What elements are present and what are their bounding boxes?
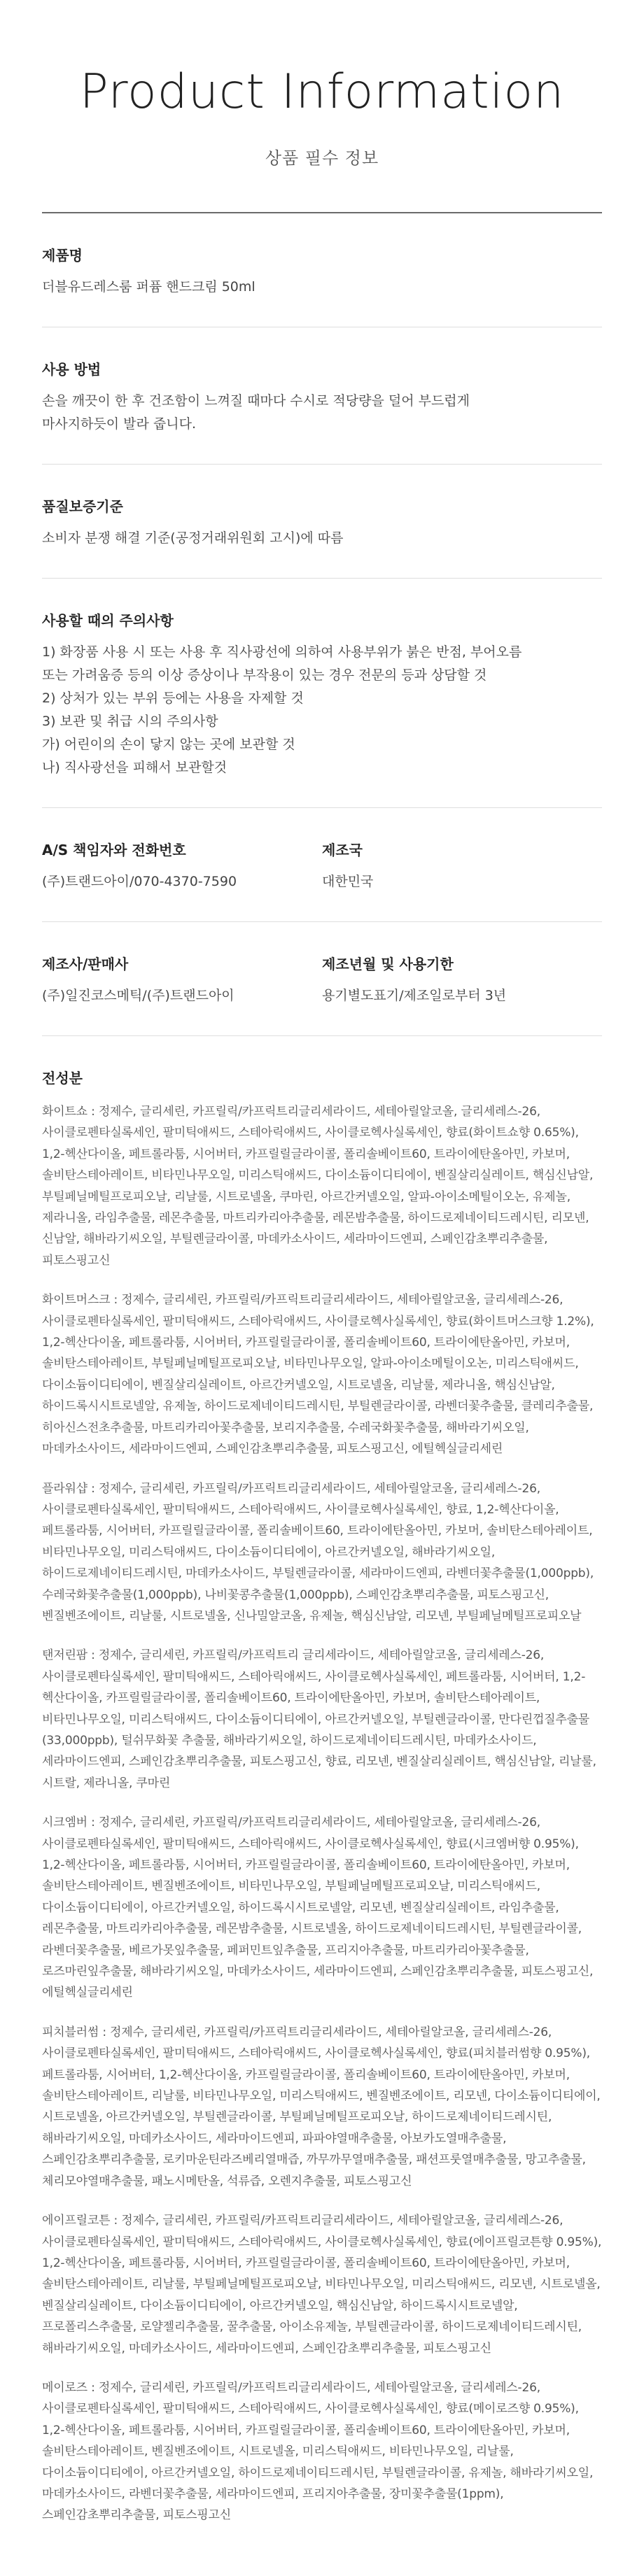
- maker-column: [42, 953, 322, 1007]
- origin-column: [322, 839, 602, 893]
- section-maker-expiry: [42, 922, 602, 1036]
- usage-value: 손을 깨끗이 한 후 건조함이 느껴질 때마다 수시로 적당량을 덜어 부드럽게 마사지하듯이 발라 줍니다.: [42, 393, 470, 432]
- ingredient-paragraph: 메이로즈 : 정제수, 글리세린, 카프릴릭/카프릭트리글리세라이드, 세테아릴알코올, 글리세레스-26, 사이클로펜타실록세인, 팔미틱애씨드, 스테아릭애씨드, 사이클로헥사실록세인, 향료(메이로즈향 0.95%), 1,2-헥산다이올, 페트롤라툼, 시어버터, 카프릴릴글라이콜, 폴리솔베이트60, 트라이에탄올아민, 카보머, 솔비탄스테아레이트, 벤질벤조에이트, 시트로넬올, 미리스틱애씨드, 비타민나무오일, 리날룰, 다이소듐이디티에이, 아르간커넬오일, 하이드로제네이티드레시틴, 부틸렌글라이콜, 유제놀, 해바라기씨오일, 마데카소사이드, 라벤더꽃추출물, 세라마이드엔피, 프리지아추출물, 장미꽃추출물(1ppm), 스페인감초뿌리추출물, 피토스핑고신: [42, 2380, 594, 2523]
- maker-value: (주)일진코스메틱/(주)트랜드아이: [42, 988, 234, 1003]
- quality-label: 품질보증기준: [42, 498, 123, 515]
- ingredient-paragraph: 탠저린팜 : 정제수, 글리세린, 카프릴릭/카프릭트리 글리세라이드, 세테아릴알코올, 글리세레스-26, 사이클로펜타실록세인, 팔미틱애씨드, 스테아릭애씨드, 사이클로헥사실록세인, 페트롤라툼, 시어버터, 1,2-헥산다이올, 카프릴릴글라이콜, 폴리솔베이트60, 트라이에탄올아민, 카보머, 솔비탄스테아레이트, 비타민나무오일, 미리스틱애씨드, 다이소듐이디티에이, 아르간커넬오일, 부틸렌글라이콜, 만다린껍질추출물(33,000ppb), 털쉬무화꽃 추출물, 해바라기씨오일, 하이드로제네이티드레시틴, 마데카소사이드, 세라마이드엔피, 스페인감초뿌리추출물, 피토스핑고신, 향료, 리모넨, 벤질살리실레이트, 핵심신남알, 리날룰, 시트랄, 제라니올, 쿠마린: [42, 1648, 596, 1790]
- section-quality: [42, 465, 602, 579]
- ingredient-paragraph: 플라워샵 : 정제수, 글리세린, 카프릴릭/카프릭트리글리세라이드, 세테아릴알코올, 글리세레스-26, 사이클로펜타실록세인, 팔미틱애씨드, 스테아릭애씨드, 사이클로헥사실록세인, 향료, 1,2-헥산다이올, 페트롤라툼, 시어버터, 카프릴릴글라이콜, 폴리솔베이트60, 트라이에탄올아민, 카보머, 솔비탄스테아레이트, 비타민나무오일, 미리스틱애씨드, 다이소듐이디티에이, 아르간커넬오일, 해바라기씨오일, 하이드로제네이티드레시틴, 마데카소사이드, 부틸렌글라이콜, 세라마이드엔피, 라벤더꽃추출물(1,000ppb), 수레국화꽃추출물(1,000ppb), 나비꽃콩추출물(1,000ppb), 스페인감초뿌리추출물, 피토스핑고신, 벤질벤조에이트, 리날룰, 시트로넬올, 신나밀알코올, 유제놀, 핵심신남알, 리모넨, 부틸페닐메틸프로피오날: [42, 1481, 594, 1623]
- maker-label: 제조사/판매사: [42, 956, 129, 972]
- section-as-origin: [42, 808, 602, 922]
- expiry-column: [322, 953, 602, 1007]
- ingredient-paragraph: 화이트쇼 : 정제수, 글리세린, 카프릴릭/카프릭트리글리세라이드, 세테아릴알코올, 글리세레스-26, 사이클로펜타실록세인, 팔미틱애씨드, 스테아릭애씨드, 사이클로헥사실록세인, 향료(화이트쇼향 0.65%), 1,2-헥산다이올, 페트롤라툼, 시어버터, 카프릴릴글라이콜, 폴리솔베이트60, 트라이에탄올아민, 카보머, 솔비탄스테아레이트, 비타민나무오일, 미리스틱애씨드, 다이소듐이디티에이, 벤질살리실레이트, 핵심신남알, 부틸페닐메틸프로피오날, 리날룰, 시트로넬올, 쿠마린, 아르간커넬오일, 알파-아이소메틸이오논, 유제놀, 제라니올, 라임추출물, 레몬추출물, 마트리카리아추출물, 레몬밤추출물, 하이드로제네이티드레시틴, 리모넨, 신남알, 해바라기씨오일, 부틸렌글라이콜, 마데카소사이드, 세라마이드엔피, 스페인감초뿌리추출물, 피토스핑고신: [42, 1105, 594, 1268]
- page-title: Product Information: [79, 64, 565, 120]
- caution-label: 사용할 때의 주의사항: [42, 612, 174, 629]
- section-caution: [42, 579, 602, 808]
- expiry-value: 용기별도표기/제조일로부터 3년: [322, 988, 507, 1003]
- origin-value: 대한민국: [322, 874, 374, 889]
- ingredient-paragraph: 시크엠버 : 정제수, 글리세린, 카프릴릭/카프릭트리글리세라이드, 세테아릴알코올, 글리세레스-26, 사이클로펜타실록세인, 팔미틱애씨드, 스테아릭애씨드, 사이클로헥사실록세인, 향료(시크엠버향 0.95%), 1,2-헥산다이올, 페트롤라툼, 시어버터, 카프릴릴글라이콜, 폴리솔베이트60, 트라이에탄올아민, 카보머, 솔비탄스테아레이트, 벤질벤조에이트, 비타민나무오일, 부틸페닐메틸프로피오날, 미리스틱애씨드, 다이소듐이디티에이, 아르간커넬오일, 하이드록시시트로넬알, 리모넨, 벤질살리실레이트, 라임추출물, 레몬추출물, 마트리카리아추출물, 레몬밤추출물, 시트로넬올, 하이드로제네이티드레시틴, 부틸렌글라이콜, 라벤더꽃추출물, 베르가못잎추출물, 페퍼민트잎추출물, 프리지아추출물, 마트리카리아꽃추출물, 로즈마린잎추출물, 해바라기씨오일, 마데카소사이드, 세라마이드엔피, 스페인감초뿌리추출물, 피토스핑고신, 에틸헥실글리세린: [42, 1816, 594, 2000]
- product-name-label: 제품명: [42, 247, 83, 264]
- ingredient-paragraph: 화이트머스크 : 정제수, 글리세린, 카프릴릭/카프릭트리글리세라이드, 세테아릴알코올, 글리세레스-26, 사이클로펜타실록세인, 팔미틱애씨드, 스테아릭애씨드, 사이클로헥사실록세인, 향료(화이트머스크향 1.2%), 1,2-헥산다이올, 페트롤라툼, 시어버터, 카프릴릴글라이콜, 폴리솔베이트60, 트라이에탄올아민, 카보머, 솔비탄스테아레이트, 부틸페닐메틸프로피오날, 비타민나무오일, 알파-아이소메틸이오논, 미리스틱애씨드, 다이소듐이디티에이, 벤질살리실레이트, 아르간커넬오일, 시트로넬올, 리날룰, 제라니올, 핵심신남알, 하이드록시시트로넬알, 유제놀, 하이드로제네이티드레시틴, 부틸렌글라이콜, 라벤더꽃추출물, 클레리추출물, 히아신스전초추출물, 마트리카리아꽃추출물, 보리지추출물, 수레국화꽃추출물, 해바라기씨오일, 마데카소사이드, 세라마이드엔피, 스페인감초뿌리추출물, 피토스핑고신, 에틸헥실글리세린: [42, 1293, 594, 1457]
- ingredient-paragraph: 피치블러썸 : 정제수, 글리세린, 카프릴릭/카프릭트리글리세라이드, 세테아릴알코올, 글리세레스-26, 사이클로펜타실록세인, 팔미틱애씨드, 스테아릭애씨드, 사이클로헥사실록세인, 향료(피치블러썸향 0.95%), 페트롤라툼, 시어버터, 1,2-헥산다이올, 카프릴릴글라이콜, 폴리솔베이트60, 트라이에탄올아민, 카보머, 솔비탄스테아레이트, 리날룰, 비타민나무오일, 미리스틱애씨드, 벤질벤조에이트, 리모넨, 다이소듐이디티에이, 시트로넬올, 아르간커넬오일, 부틸렌글라이콜, 부틸페닐메틸프로피오날, 하이드로제네이티드레시틴, 해바라기씨오일, 마데카소사이드, 세라마이드엔피, 파파야열매추출물, 아보카도열매추출물, 스페인감초뿌리추출물, 로키마운틴라즈베리열매즙, 까무까무열매추출물, 패션프룻열매추출물, 망고추출물, 체리모야열매추출물, 패노시메탄올, 석류즙, 오렌지추출물, 피토스핑고신: [42, 2025, 601, 2188]
- ingredient-paragraph: 에이프릴코튼 : 정제수, 글리세린, 카프릴릭/카프릭트리글리세라이드, 세테아릴알코올, 글리세레스-26, 사이클로펜타실록세인, 팔미틱애씨드, 스테아릭애씨드, 사이클로헥사실록세인, 향료(에이프릴코튼향 0.95%), 1,2-헥산다이올, 페트롤라툼, 시어버터, 카프릴릴글라이콜, 폴리솔베이트60, 트라이에탄올아민, 카보머, 솔비탄스테아레이트, 리날룰, 부틸페닐메틸프로피오날, 비타민나무오일, 미리스틱애씨드, 리모넨, 시트로넬올, 벤질살리실레이트, 다이소듐이디티에이, 아르간커넬오일, 핵심신남알, 하이드록시시트로넬알, 프로폴리스추출물, 로얄젤리추출물, 꿀추출물, 아이소유제놀, 부틸렌글라이콜, 하이드로제네이티드레시틴, 해바라기씨오일, 마데카소사이드, 세라마이드엔피, 스페인감초뿌리추출물, 피토스핑고신: [42, 2214, 602, 2356]
- expiry-label: 제조년월 및 사용기한: [322, 956, 454, 972]
- caution-value: 1) 화장품 사용 시 또는 사용 후 직사광선에 의하여 사용부위가 붉은 반점, 부어오름 또는 가려움증 등의 이상 증상이나 부작용이 있는 경우 전문의 등과 상담할 것 2) 상처가 있는 부위 등에는 사용을 자제할 것 3) 보관 및 취급 시의 주의사항 가) 어린이의 손이 닿지 않는 곳에 보관할 것 나) 직사광선을 피해서 보관할것: [42, 644, 522, 775]
- usage-label: 사용 방법: [42, 361, 102, 378]
- product-name-value: 더블유드레스룸 퍼퓸 핸드크림 50ml: [42, 279, 255, 295]
- origin-label: 제조국: [322, 842, 363, 858]
- as-value: (주)트랜드아이/070-4370-7590: [42, 874, 237, 889]
- page-subtitle: 상품 필수 정보: [265, 148, 379, 168]
- section-product-name: [42, 213, 602, 327]
- section-usage: [42, 327, 602, 465]
- as-label: A/S 책임자와 전화번호: [42, 842, 186, 858]
- header: [0, 0, 644, 169]
- quality-value: 소비자 분쟁 해결 기준(공정거래위원회 고시)에 따름: [42, 530, 344, 546]
- as-column: [42, 839, 322, 893]
- ingredients-label: 전성분: [42, 1070, 83, 1087]
